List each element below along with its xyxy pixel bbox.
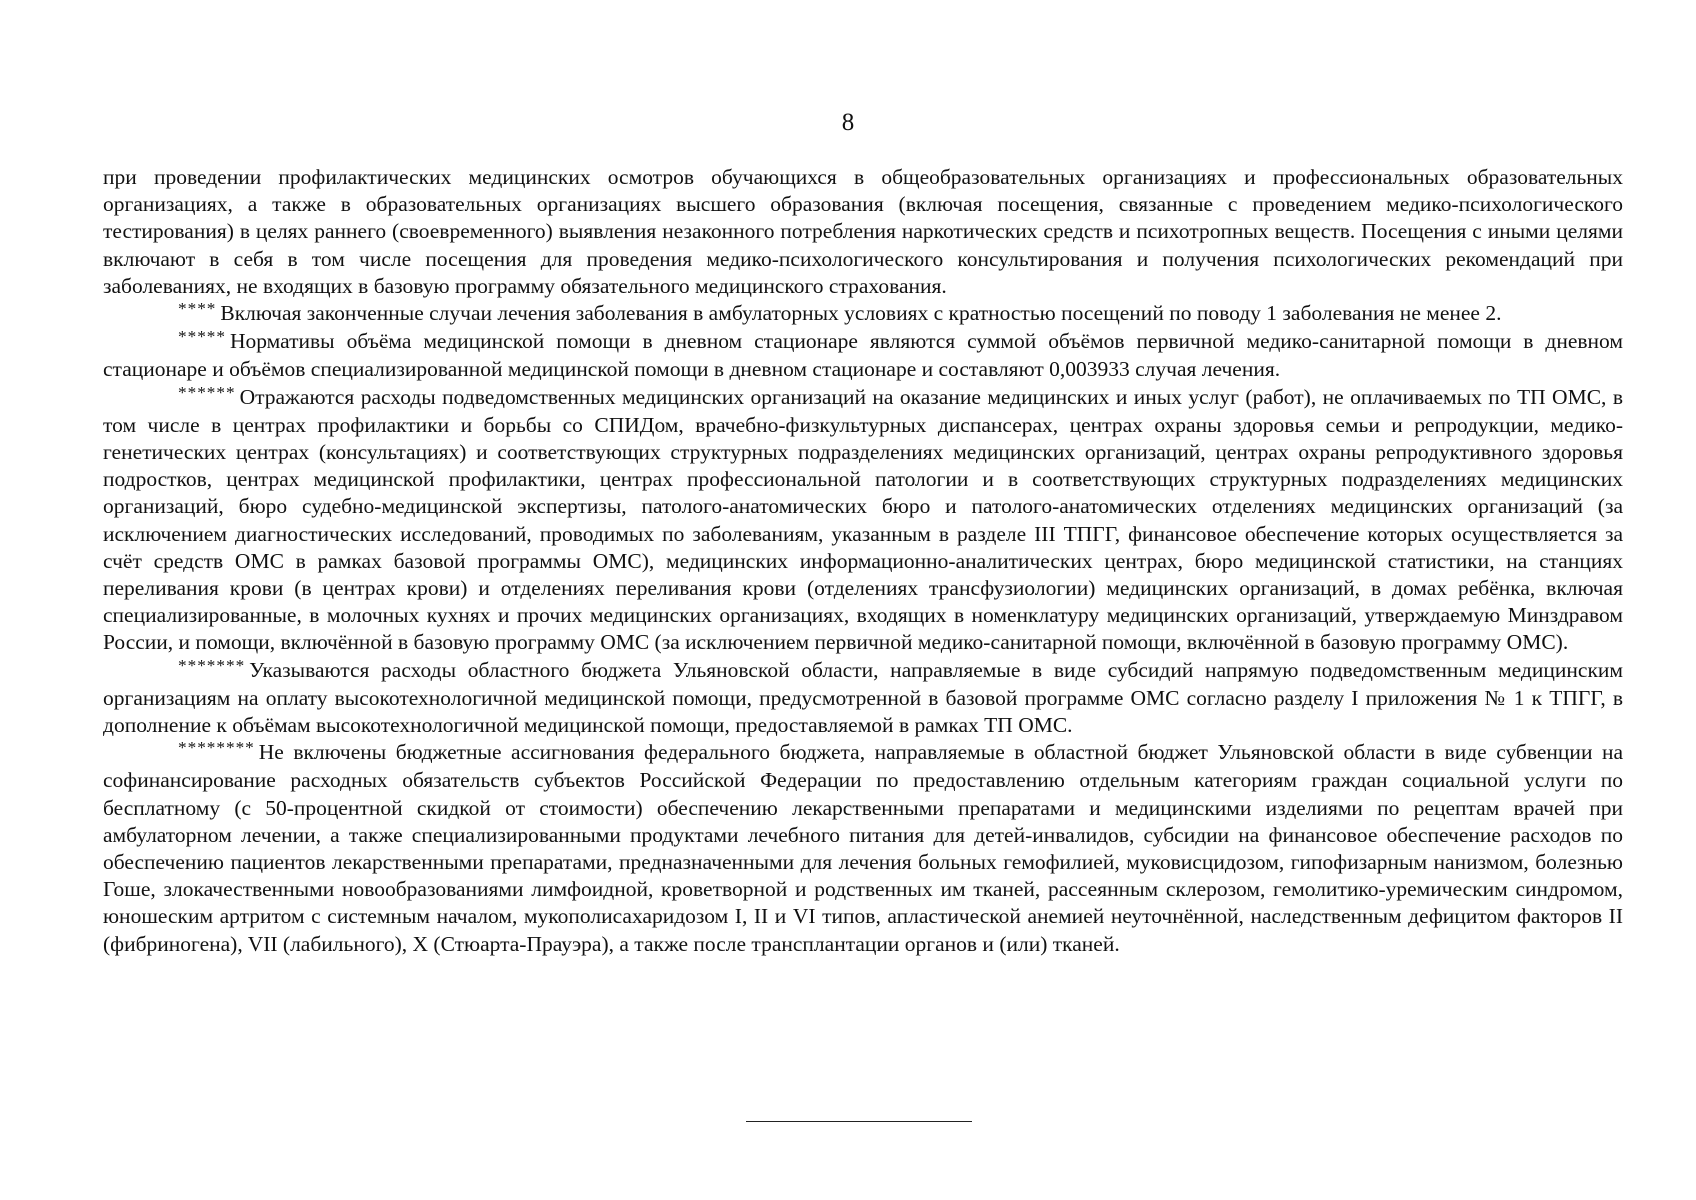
page-number: 8 (841, 109, 855, 136)
footnote-marker: ****** (178, 382, 236, 402)
footnote-6-stars (103, 384, 1623, 657)
footnote-text: Отражаются расходы подведомственных медицинских организаций на оказание медицинских и иных услуг (работ), не оплачиваемых по ТП ОМС, в том числе в центрах профилактики и борьбы со СПИДом, врачебно-физкультурных диспансерах, центрах охраны здоровья семьи и репродукции, медико-генетических центрах (консультациях) и соответствующих структурных подразделениях медицинских организаций, центрах охраны репродуктивного здоровья подростков, центрах медицинской профилактики, центрах профессиональной патологии и в соответствующих структурных подразделениях медицинских организаций, бюро судебно-медицинской экспертизы, патолого-анатомических бюро и патолого-анатомических отделениях медицинских организаций (за исключением диагностических исследований, проводимых по заболеваниям, указанным в разделе III ТПГГ, финансовое обеспечение которых осуществляется за счёт средств ОМС в рамках базовой программы ОМС), медицинских информационно-аналитических центрах, бюро медицинской статистики, на станциях переливания крови (в центрах крови) и отделениях переливания крови (отделениях трансфузиологии) медицинских организаций, в домах ребёнка, включая специализированные, в молочных кухнях и прочих медицинских организациях, входящих в номенклатуру медицинских организаций, утверждаемую Минздравом России, и помощи, включённой в базовую программу ОМС (за исключением первичной медико-санитарной помощи, включённой в базовую программу ОМС). (103, 384, 1623, 655)
footnote-marker: ***** (178, 327, 226, 347)
footnote-marker: ******* (178, 655, 246, 675)
end-of-document-rule (746, 1121, 972, 1122)
footnote-4-stars (103, 300, 1623, 328)
footnote-text: Нормативы объёма медицинской помощи в дневном стационаре являются суммой объёмов первичной медико-санитарной помощи в дневном стационаре и объёмов специализированной медицинской помощи в дневном стационаре и составляют 0,003933 случая лечения. (103, 329, 1623, 382)
footnote-7-stars (103, 657, 1623, 740)
footnote-marker: **** (178, 299, 217, 318)
footnote-text: Не включены бюджетные ассигнования федерального бюджета, направляемые в областной бюджет Ульяновской области в виде субвенции на софинансирование расходных обязательств субъектов Российской Федерации по предоставлению отдельным категориям граждан социальной услуги по бесплатному (с 50-процентной скидкой от стоимости) обеспечению лекарственными препаратами и медицинскими изделиями по рецептам врачей при амбулаторном лечении, а также специализированными продуктами лечебного питания для детей-инвалидов, субсидии на финансовое обеспечение расходов по обеспечению пациентов лекарственными препаратами, предназначенными для лечения больных гемофилией, муковисцидозом, гипофизарным нанизмом, болезнью Гоше, злокачественными новообразованиями лимфоидной, кроветворной и родственных им тканей, рассеянным склерозом, гемолитико-уремическим синдромом, юношеским артритом с системным началом, мукополисахаридозом I, II и VI типов, апластической анемией неуточнённой, наследственным дефицитом факторов II (фибриногена), VII (лабильного), X (Стюарта-Прауэра), а также после трансплантации органов и (или) тканей. (103, 740, 1623, 956)
footnote-text: Указываются расходы областного бюджета Ульяновской области, направляемые в виде субсидий напрямую подведомственным медицинским организациям на оплату высокотехнологичной медицинской помощи, предусмотренной в базовой программе ОМС согласно разделу I приложения № 1 к ТПГГ, в дополнение к объёмам высокотехнологичной медицинской помощи, предоставляемой в рамках ТП ОМС. (103, 657, 1623, 738)
continuation-paragraph: при проведении профилактических медицинских осмотров обучающихся в общеобразовательных организациях и профессиональных образовательных организациях, а также в образовательных организациях высшего образования (включая посещения, связанные с проведением медико-психологического тестирования) в целях раннего (своевременного) выявления незаконного потребления наркотических средств и психотропных веществ. Посещения с иными целями включают в себя в том числе посещения для проведения медико-психологического консультирования и получения психологических рекомендаций при заболеваниях, не входящих в базовую программу обязательного медицинского страхования. (103, 165, 1623, 298)
footnote-8-stars (103, 739, 1623, 958)
footnotes-body (103, 164, 1623, 958)
footnote-marker: ******** (178, 738, 255, 758)
footnote-text: Включая законченные случаи лечения заболевания в амбулаторных условиях с кратностью посещений по поводу 1 заболевания не менее 2. (220, 301, 1502, 326)
footnote-5-stars (103, 328, 1623, 383)
